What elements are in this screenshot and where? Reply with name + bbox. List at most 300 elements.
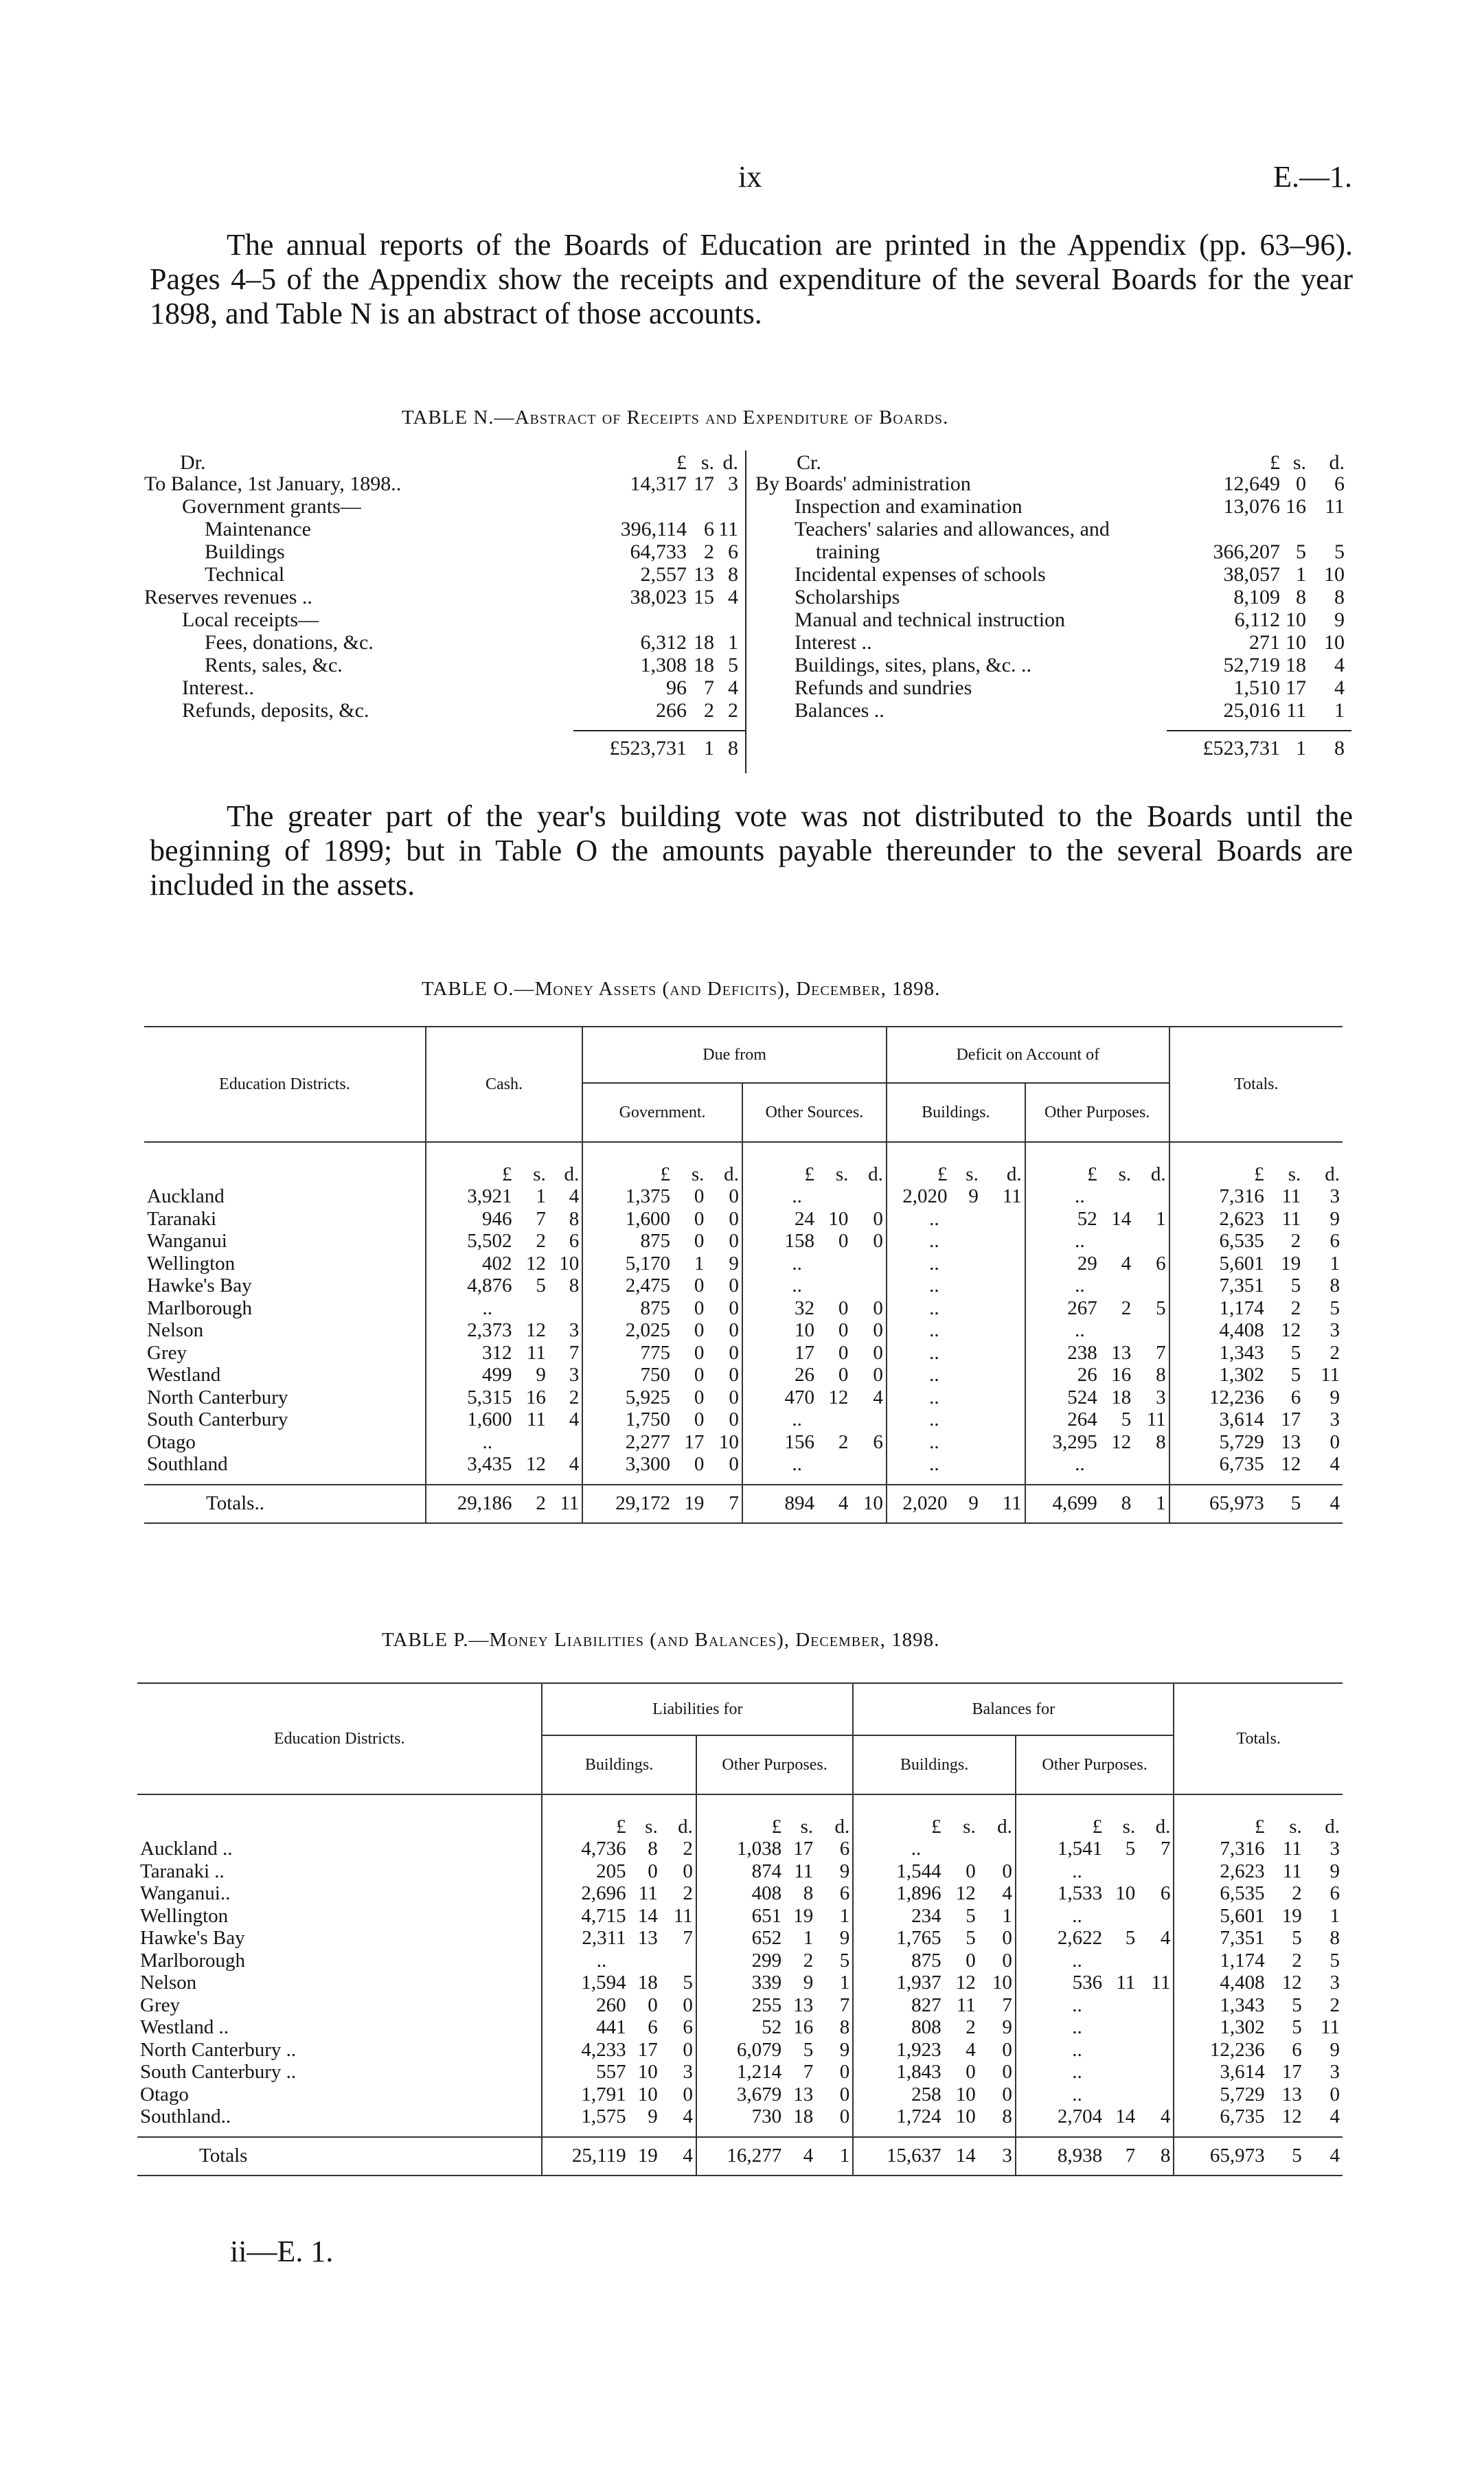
amount-pence: 0 (873, 1319, 883, 1341)
amount-pounds: 65,973 (1174, 2137, 1267, 2176)
district-name: Westland (147, 1364, 221, 1386)
amount-pounds: 1,541 (1016, 1838, 1105, 1860)
amount-pounds: 1,937 (853, 1972, 944, 1994)
amount-pence (851, 1453, 886, 1476)
table-row (144, 1275, 1343, 1297)
amount-pence: 9 (1329, 1386, 1340, 1408)
amount-pence (981, 1364, 1025, 1386)
spacer-cell (887, 1476, 1025, 1485)
unit-shillings: s. (966, 1163, 979, 1185)
amount-shillings: 18 (793, 2105, 814, 2127)
page-number: ix (738, 160, 762, 194)
amount-pence: 7 (839, 1994, 850, 2016)
amount-pounds: 3,614 (1169, 1408, 1267, 1431)
amount-shillings: 17 (1281, 1408, 1301, 1430)
amount-pounds: 1,343 (1174, 1994, 1267, 2017)
amount-pounds: 1,600 (582, 1208, 673, 1231)
amount-pence: 0 (1002, 1860, 1012, 1882)
amount-pence (981, 1342, 1025, 1365)
table-n-cr-pounds: 12,649 (1223, 472, 1280, 495)
table-n-cr-unit-l: £ (1270, 451, 1280, 474)
header-liab-buildings: Buildings. (542, 1735, 696, 1794)
amount-shillings: 7 (1125, 2145, 1136, 2167)
amount-shillings: 1 (536, 1185, 546, 1207)
table-row (137, 2039, 1343, 2062)
amount-shillings: 17 (637, 2038, 658, 2061)
unit-shillings: s. (1118, 1163, 1132, 1185)
amount-pence: 0 (1002, 2038, 1012, 2061)
amount-pounds: 2,622 (1016, 1927, 1105, 1950)
table-n-cr-shillings: 17 (1286, 676, 1306, 699)
amount-shillings: 13 (1111, 1341, 1132, 1364)
table-n-dr-shillings: 18 (694, 631, 714, 654)
amount-shillings: 0 (838, 1319, 849, 1341)
amount-pounds: 4,736 (542, 1838, 628, 1860)
amount-shillings: 5 (1292, 1927, 1302, 1949)
table-n-dr-shillings: 2 (704, 540, 714, 563)
amount-pounds: 32 (742, 1297, 817, 1320)
amount-pounds: .. (742, 1275, 852, 1297)
amount-pounds: 29 (1025, 1253, 1100, 1275)
amount-pounds: 1,302 (1169, 1364, 1267, 1386)
amount-shillings: 0 (648, 1860, 658, 1882)
amount-pounds: 267 (1025, 1297, 1100, 1320)
table-row (144, 1364, 1343, 1386)
amount-pounds: .. (426, 1431, 549, 1454)
spacer-cell (1025, 1476, 1169, 1485)
amount-pence: 8 (839, 2016, 850, 2038)
amount-shillings: 12 (1281, 1972, 1302, 1994)
amount-shillings: 5 (1292, 2145, 1302, 2167)
amount-pounds: 25,119 (542, 2137, 628, 2176)
amount-pounds: 12,236 (1169, 1386, 1267, 1409)
header-other-sources: Other Sources. (742, 1083, 887, 1142)
amount-pence (851, 1253, 886, 1275)
unit-pence: d. (1325, 1815, 1340, 1838)
table-n-cr-pounds: 13,076 (1223, 495, 1280, 518)
amount-pounds: 4,876 (426, 1275, 515, 1297)
amount-shillings: 11 (956, 1994, 976, 2016)
table-n-cr-shillings: 0 (1296, 472, 1306, 495)
amount-shillings: 9 (968, 1492, 979, 1515)
table-row (137, 1882, 1343, 1905)
amount-pence: 4 (1329, 1492, 1340, 1515)
unit-shillings: s. (691, 1163, 705, 1185)
amount-shillings: 11 (794, 1860, 814, 1882)
amount-pence: 4 (683, 2145, 693, 2167)
table-n-divider (745, 450, 746, 773)
amount-pounds: 402 (426, 1253, 515, 1275)
amount-pence: 0 (873, 1297, 883, 1319)
table-n-dr-heading: Dr. (180, 451, 206, 474)
amount-shillings: 12 (525, 1252, 546, 1275)
header-other-purposes: Other Purposes. (1025, 1083, 1169, 1142)
amount-shillings: 5 (803, 2038, 814, 2061)
amount-pence: 6 (839, 1838, 850, 1860)
header-balances: Balances for (853, 1683, 1174, 1735)
amount-shillings: 1 (803, 1927, 814, 1949)
amount-pence: 0 (729, 1207, 739, 1230)
amount-pence: 4 (1002, 1882, 1012, 1904)
spacer-cell (742, 1476, 887, 1485)
district-name: South Canterbury .. (140, 2061, 297, 2083)
amount-shillings: 0 (694, 1275, 705, 1297)
header-government: Government. (582, 1083, 742, 1142)
amount-shillings: 11 (1281, 1207, 1301, 1230)
table-n-dr-label: Fees, donations, &c. (205, 631, 374, 654)
district-name: Otago (140, 2083, 189, 2105)
amount-pounds: .. (742, 1408, 852, 1431)
table-n-dr-label: Buildings (205, 540, 285, 563)
table-n-dr-pence: 4 (728, 586, 738, 608)
amount-pounds: 499 (426, 1364, 515, 1386)
amount-pounds: 875 (582, 1230, 673, 1253)
amount-pence: 2 (1329, 1994, 1340, 2016)
table-n-dr-pounds: 96 (666, 676, 687, 699)
amount-pence: 0 (729, 1319, 739, 1341)
amount-shillings: 19 (1281, 1252, 1301, 1275)
amount-shillings: 11 (638, 1882, 658, 1904)
amount-pence (1138, 2083, 1174, 2106)
amount-pounds: 1,765 (853, 1927, 944, 1950)
amount-pounds: .. (1025, 1275, 1134, 1297)
table-row (144, 1319, 1343, 1342)
amount-pounds: .. (1025, 1453, 1134, 1476)
table-o (144, 1026, 1343, 1524)
amount-pounds: 52 (696, 2016, 784, 2039)
amount-pounds: 312 (426, 1342, 515, 1365)
amount-pence: 0 (839, 2105, 850, 2127)
amount-shillings: 0 (694, 1297, 705, 1319)
amount-pounds: .. (1016, 2016, 1138, 2039)
table-n-cr-shillings: 8 (1296, 586, 1306, 608)
amount-pounds: .. (887, 1386, 981, 1409)
totals-row (137, 2137, 1343, 2176)
table-n-cr-unit-d: d. (1329, 451, 1345, 474)
amount-pounds: 1,600 (426, 1408, 515, 1431)
amount-pence (981, 1297, 1025, 1320)
amount-shillings: 0 (838, 1230, 849, 1252)
amount-pounds: 26 (742, 1364, 817, 1386)
amount-pounds: 5,601 (1174, 1905, 1267, 1928)
table-n-dr-label: Local receipts— (182, 608, 319, 631)
amount-pounds: .. (1025, 1230, 1134, 1253)
amount-shillings: 16 (793, 2016, 814, 2038)
table-n-dr-label: Rents, sales, &c. (205, 654, 343, 676)
district-name: Southland.. (140, 2105, 231, 2127)
table-n-cr-shillings: 5 (1296, 540, 1306, 563)
amount-pounds: 26 (1025, 1364, 1100, 1386)
spacer-cell (144, 1476, 426, 1485)
amount-pence: 4 (1329, 2105, 1340, 2127)
amount-pence: 7 (683, 1927, 693, 1949)
table-row (144, 1253, 1343, 1275)
table-n-dr-pence: 6 (728, 540, 738, 563)
amount-pence (549, 1297, 582, 1320)
amount-pounds: 557 (542, 2061, 628, 2083)
table-row (137, 2105, 1343, 2128)
units-spacer (144, 1142, 426, 1185)
amount-shillings: 10 (637, 2061, 658, 2083)
amount-pounds: 2,020 (887, 1185, 950, 1208)
table-n-dr-label: Interest.. (182, 676, 254, 699)
amount-pounds: 17 (742, 1342, 817, 1365)
amount-shillings: 5 (1292, 2016, 1302, 2038)
amount-shillings: 2 (1290, 1297, 1301, 1319)
amount-shillings: 8 (1121, 1492, 1132, 1515)
amount-shillings: 14 (637, 1904, 658, 1927)
amount-pounds: 299 (696, 1950, 784, 1972)
amount-pounds: 1,575 (542, 2105, 628, 2128)
table-n-cr-label: Buildings, sites, plans, &c. .. (795, 654, 1031, 676)
amount-pounds: .. (1016, 1860, 1138, 1883)
amount-pence (979, 1838, 1016, 1860)
amount-shillings: 2 (838, 1430, 849, 1453)
amount-shillings: 19 (793, 1904, 814, 1927)
amount-pounds: 651 (696, 1905, 784, 1928)
amount-pence: 1 (839, 2145, 850, 2167)
amount-shillings: 0 (966, 2061, 976, 2083)
amount-pounds: 4,233 (542, 2039, 628, 2062)
amount-pence: 0 (729, 1185, 739, 1207)
amount-pounds: 3,300 (582, 1453, 673, 1476)
table-n-cr-label: Manual and technical instruction (795, 608, 1066, 631)
table-row (137, 1905, 1343, 1928)
unit-pounds: £ (887, 1142, 950, 1185)
amount-shillings: 10 (637, 2083, 658, 2105)
amount-pence (1138, 1994, 1174, 2017)
amount-pence (1138, 2061, 1174, 2083)
amount-pence: 1 (1156, 1207, 1166, 1230)
amount-pounds: 2,311 (542, 1927, 628, 1950)
amount-pence: 0 (839, 2061, 850, 2083)
unit-shillings: s. (533, 1163, 546, 1185)
table-row (137, 1838, 1343, 1860)
amount-shillings: 0 (966, 1949, 976, 1972)
district-name: Auckland (147, 1185, 225, 1207)
unit-pounds: £ (582, 1142, 673, 1185)
table-n-dr-total-shillings: 1 (704, 737, 714, 760)
amount-pounds: 408 (696, 1882, 784, 1905)
amount-pence: 11 (1321, 1364, 1340, 1386)
amount-pounds: 6,735 (1174, 2105, 1267, 2128)
table-n-cr-total-rule (1167, 730, 1351, 731)
amount-pence: 0 (683, 1994, 693, 2016)
spacer-cell (1174, 2128, 1343, 2137)
amount-pence: 11 (673, 1904, 693, 1927)
spacer-cell (542, 2128, 696, 2137)
table-n-dr-label: Refunds, deposits, &c. (182, 699, 369, 722)
amount-pounds: 2,277 (582, 1431, 673, 1454)
amount-pence: 3 (569, 1319, 580, 1341)
table-n-dr-pence: 8 (728, 563, 738, 586)
amount-pounds: 29,186 (426, 1485, 515, 1523)
header-bal-other: Other Purposes. (1016, 1735, 1174, 1794)
amount-pounds: 7,351 (1174, 1927, 1267, 1950)
table-n-cr-label: Interest .. (795, 631, 872, 654)
totals-row (144, 1485, 1343, 1523)
table-row (144, 1386, 1343, 1409)
amount-shillings: 12 (955, 1972, 976, 1994)
amount-pounds: 16,277 (696, 2137, 784, 2176)
table-row (137, 1950, 1343, 1972)
amount-shillings: 5 (1125, 1927, 1136, 1949)
amount-pounds: 1,302 (1174, 2016, 1267, 2039)
header-liabilities: Liabilities for (542, 1683, 853, 1735)
amount-shillings: 13 (1281, 1430, 1301, 1453)
table-row (137, 2083, 1343, 2106)
amount-pounds: 10 (742, 1319, 817, 1342)
amount-pounds: 7,316 (1174, 1838, 1267, 1860)
amount-pence: 3 (1329, 2061, 1340, 2083)
table-n-cr-pounds: 1,510 (1233, 676, 1280, 699)
amount-pounds: 5,170 (582, 1253, 673, 1275)
amount-pence: 4 (1160, 1927, 1171, 1949)
amount-shillings: 12 (1111, 1430, 1132, 1453)
amount-pence: 10 (718, 1430, 739, 1453)
amount-pounds: .. (887, 1431, 981, 1454)
spacer-row (144, 1476, 1343, 1485)
amount-pence: 0 (1329, 1430, 1340, 1453)
district-name: Taranaki (147, 1207, 217, 1230)
amount-pence: 0 (1002, 1949, 1012, 1972)
table-n-cr-label: training (816, 540, 880, 563)
unit-pence: d. (1006, 1163, 1022, 1185)
table-n-dr-label: Technical (205, 563, 285, 586)
amount-pence: 11 (1321, 2016, 1340, 2038)
amount-shillings: 0 (694, 1319, 705, 1341)
amount-pence: 7 (1002, 1994, 1012, 2016)
table-n-cr-pounds: 271 (1249, 631, 1280, 654)
amount-pence (1134, 1319, 1169, 1342)
amount-pence (851, 1185, 886, 1208)
amount-shillings: 4 (803, 2145, 814, 2167)
table-row (144, 1342, 1343, 1365)
amount-shillings: 2 (1292, 1882, 1302, 1904)
table-row (144, 1431, 1343, 1454)
amount-pounds: 15,637 (853, 2137, 944, 2176)
amount-shillings: 7 (803, 2061, 814, 2083)
amount-pounds: .. (1025, 1319, 1134, 1342)
amount-pounds: 441 (542, 2016, 628, 2039)
amount-pounds: 3,921 (426, 1185, 515, 1208)
table-n-dr-shillings: 17 (694, 472, 714, 495)
amount-shillings: 12 (1281, 1453, 1301, 1475)
units-row (137, 1794, 1343, 1838)
amount-pounds: 2,025 (582, 1319, 673, 1342)
amount-pounds: 875 (853, 1950, 944, 1972)
amount-pounds: 894 (742, 1485, 817, 1523)
amount-pounds: .. (887, 1364, 981, 1386)
table-n-cr-label: Incidental expenses of schools (795, 563, 1046, 586)
amount-pounds: 234 (853, 1905, 944, 1928)
table-n-dr-pence: 11 (718, 518, 738, 540)
signature-mark: ii—E. 1. (230, 2235, 334, 2268)
amount-shillings: 14 (1111, 1207, 1132, 1230)
amount-pounds: .. (742, 1253, 852, 1275)
amount-pence: 9 (839, 2038, 850, 2061)
amount-pounds: .. (542, 1950, 660, 1972)
unit-shillings: s. (963, 1815, 976, 1838)
amount-pounds: .. (1016, 1994, 1138, 2017)
amount-pounds: 264 (1025, 1408, 1100, 1431)
amount-shillings: 5 (966, 1927, 976, 1949)
amount-pounds: .. (887, 1253, 981, 1275)
amount-pounds: 8,938 (1016, 2137, 1105, 2176)
unit-shillings: s. (1122, 1815, 1136, 1838)
amount-shillings: 2 (536, 1230, 546, 1252)
district-name: Auckland .. (140, 1838, 233, 1860)
amount-shillings: 13 (793, 1994, 814, 2016)
amount-shillings: 11 (1282, 1838, 1302, 1860)
amount-pounds: 1,843 (853, 2061, 944, 2083)
amount-pence: 0 (1002, 2061, 1012, 2083)
table-p (137, 1682, 1343, 2176)
unit-pence: d. (678, 1815, 693, 1838)
amount-shillings: 1 (694, 1252, 705, 1275)
amount-shillings: 9 (803, 1972, 814, 1994)
amount-pounds: .. (1016, 2061, 1138, 2083)
amount-pounds: 205 (542, 1860, 628, 1883)
amount-shillings: 8 (648, 1838, 658, 1860)
amount-shillings: 4 (838, 1492, 849, 1515)
amount-shillings: 5 (1121, 1408, 1132, 1430)
amount-shillings: 6 (1292, 2038, 1302, 2061)
amount-pounds: 1,174 (1169, 1297, 1267, 1320)
amount-shillings: 12 (525, 1453, 546, 1475)
district-name: Otago (147, 1430, 196, 1453)
header-due-from: Due from (582, 1027, 887, 1083)
amount-pence (1134, 1230, 1169, 1253)
table-n-cr-shillings: 11 (1286, 699, 1306, 722)
amount-pounds: 775 (582, 1342, 673, 1365)
amount-shillings: 0 (694, 1207, 705, 1230)
amount-pence: 4 (569, 1408, 580, 1430)
amount-pence: 7 (1160, 1838, 1171, 1860)
amount-pence: 7 (1156, 1341, 1166, 1364)
amount-pence: 3 (683, 2061, 693, 2083)
amount-pounds: 750 (582, 1364, 673, 1386)
amount-pounds: 946 (426, 1208, 515, 1231)
amount-shillings: 11 (1282, 1860, 1302, 1882)
amount-shillings: 0 (694, 1386, 705, 1408)
header-totals: Totals. (1174, 1683, 1343, 1794)
table-n-dr-label: Maintenance (205, 518, 311, 540)
amount-pounds: .. (887, 1319, 981, 1342)
amount-pence (851, 1408, 886, 1431)
amount-pence: 4 (569, 1453, 580, 1475)
amount-pounds: 2,475 (582, 1275, 673, 1297)
table-n-dr-total-pounds: £523,731 (609, 737, 687, 760)
amount-shillings: 0 (694, 1408, 705, 1430)
amount-pence: 6 (569, 1230, 580, 1252)
amount-pounds: .. (887, 1408, 981, 1431)
amount-pence: 3 (1329, 1838, 1340, 1860)
amount-pence: 9 (839, 1860, 850, 1882)
unit-pounds: £ (696, 1794, 784, 1838)
table-row (144, 1297, 1343, 1320)
amount-pence: 0 (729, 1408, 739, 1430)
amount-pence: 0 (1002, 2083, 1012, 2105)
amount-pence: 0 (683, 2038, 693, 2061)
amount-pounds: 1,343 (1169, 1342, 1267, 1365)
table-n-cr-label: Inspection and examination (795, 495, 1023, 518)
amount-pence (1138, 2039, 1174, 2062)
amount-pounds: 156 (742, 1431, 817, 1454)
district-name: Wellington (147, 1252, 236, 1275)
amount-pounds: 1,375 (582, 1185, 673, 1208)
amount-shillings: 0 (694, 1453, 705, 1475)
